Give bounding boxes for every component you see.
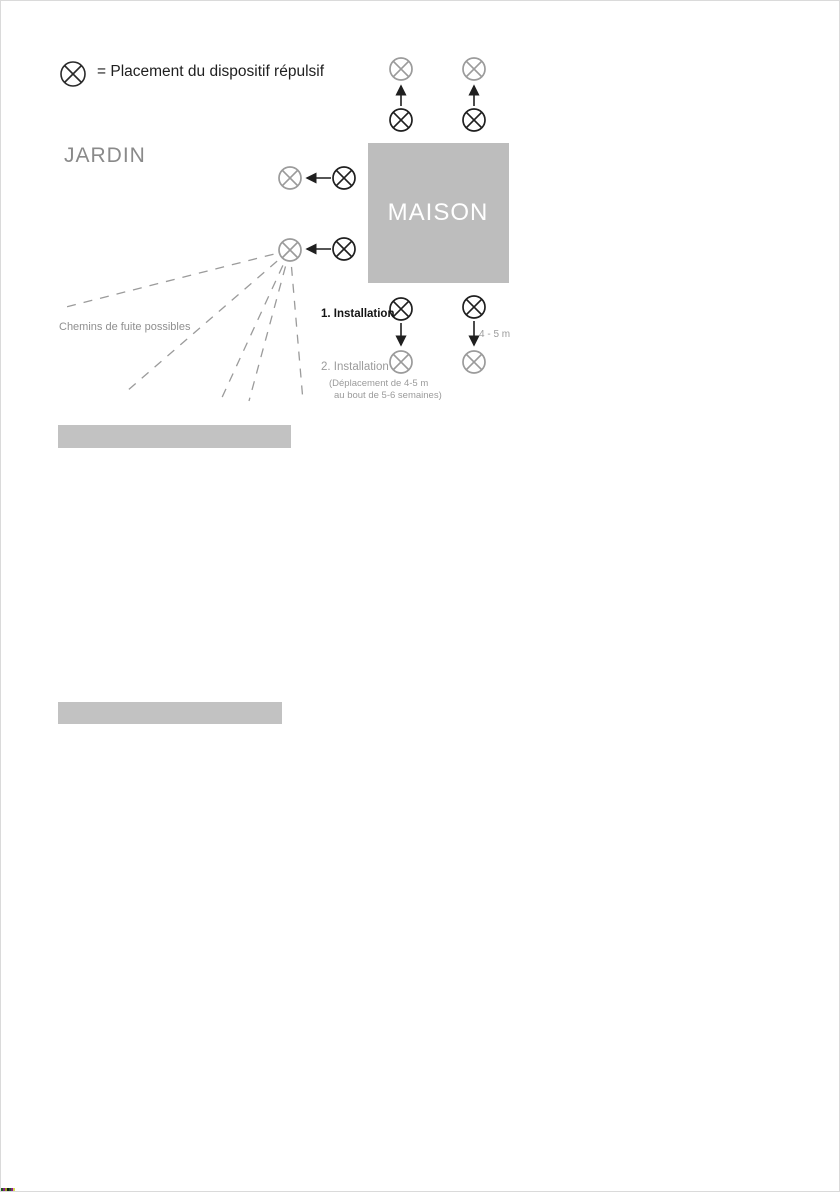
- escape-path-line: [292, 267, 304, 401]
- device-symbol-moved: [390, 351, 412, 373]
- escape-paths-label: Chemins de fuite possibles: [59, 321, 191, 333]
- device-symbol-moved: [390, 58, 412, 80]
- redacted-heading-bar: [58, 702, 282, 724]
- step2-label: 2. Installation: [321, 361, 389, 373]
- escape-path-line: [219, 265, 283, 404]
- house-label: MAISON: [387, 199, 489, 226]
- device-symbol-initial: [463, 109, 485, 131]
- device-symbol-moved: [279, 239, 301, 261]
- device-symbol-moved: [463, 58, 485, 80]
- redacted-heading-bar: [58, 425, 291, 448]
- escape-path-line: [62, 254, 274, 308]
- device-symbol-initial: [333, 167, 355, 189]
- device-symbol-initial: [463, 296, 485, 318]
- crossed-circle-icon: [61, 62, 85, 86]
- device-symbol-initial: [390, 109, 412, 131]
- escape-path-line: [249, 266, 286, 401]
- scan-artifact-strip: [1, 1188, 15, 1191]
- garden-label: JARDIN: [64, 144, 146, 167]
- step1-label: 1. Installation: [321, 308, 395, 320]
- distance-label: 4 - 5 m: [479, 329, 511, 340]
- placement-diagram: [1, 1, 840, 471]
- step2-note-line2: au bout de 5-6 semaines): [334, 390, 442, 401]
- device-symbol-moved: [279, 167, 301, 189]
- step2-note-line1: (Déplacement de 4-5 m: [329, 378, 429, 389]
- legend-text: = Placement du dispositif répulsif: [97, 63, 325, 80]
- device-symbol-moved: [463, 351, 485, 373]
- device-symbol-initial: [333, 238, 355, 260]
